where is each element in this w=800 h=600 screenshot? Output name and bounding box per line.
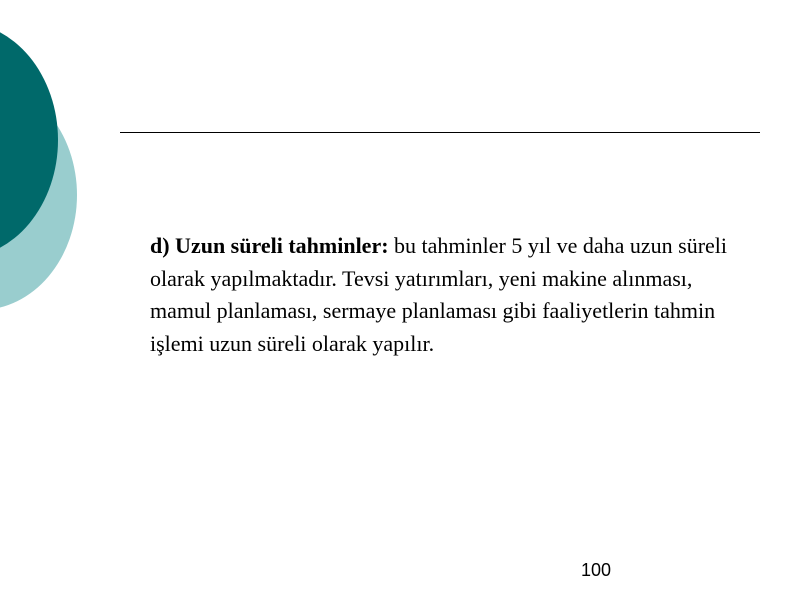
page-number: 100 [581,560,612,580]
slide-body-text [150,230,750,360]
title-divider-line [120,132,760,133]
body-paragraph: bu tahminler 5 yıl ve daha uzun süreli olarak yapılmaktadır. Tevsi yatırımları, yeni makine alınması, mamul planlaması, sermaye planlaması gibi faaliyetlerin tahmin işlemi uzun süreli olarak yapılır. [150,233,728,356]
heading-lead: d) Uzun süreli tahminler: [150,233,389,258]
decorative-teal-circles [0,0,120,340]
